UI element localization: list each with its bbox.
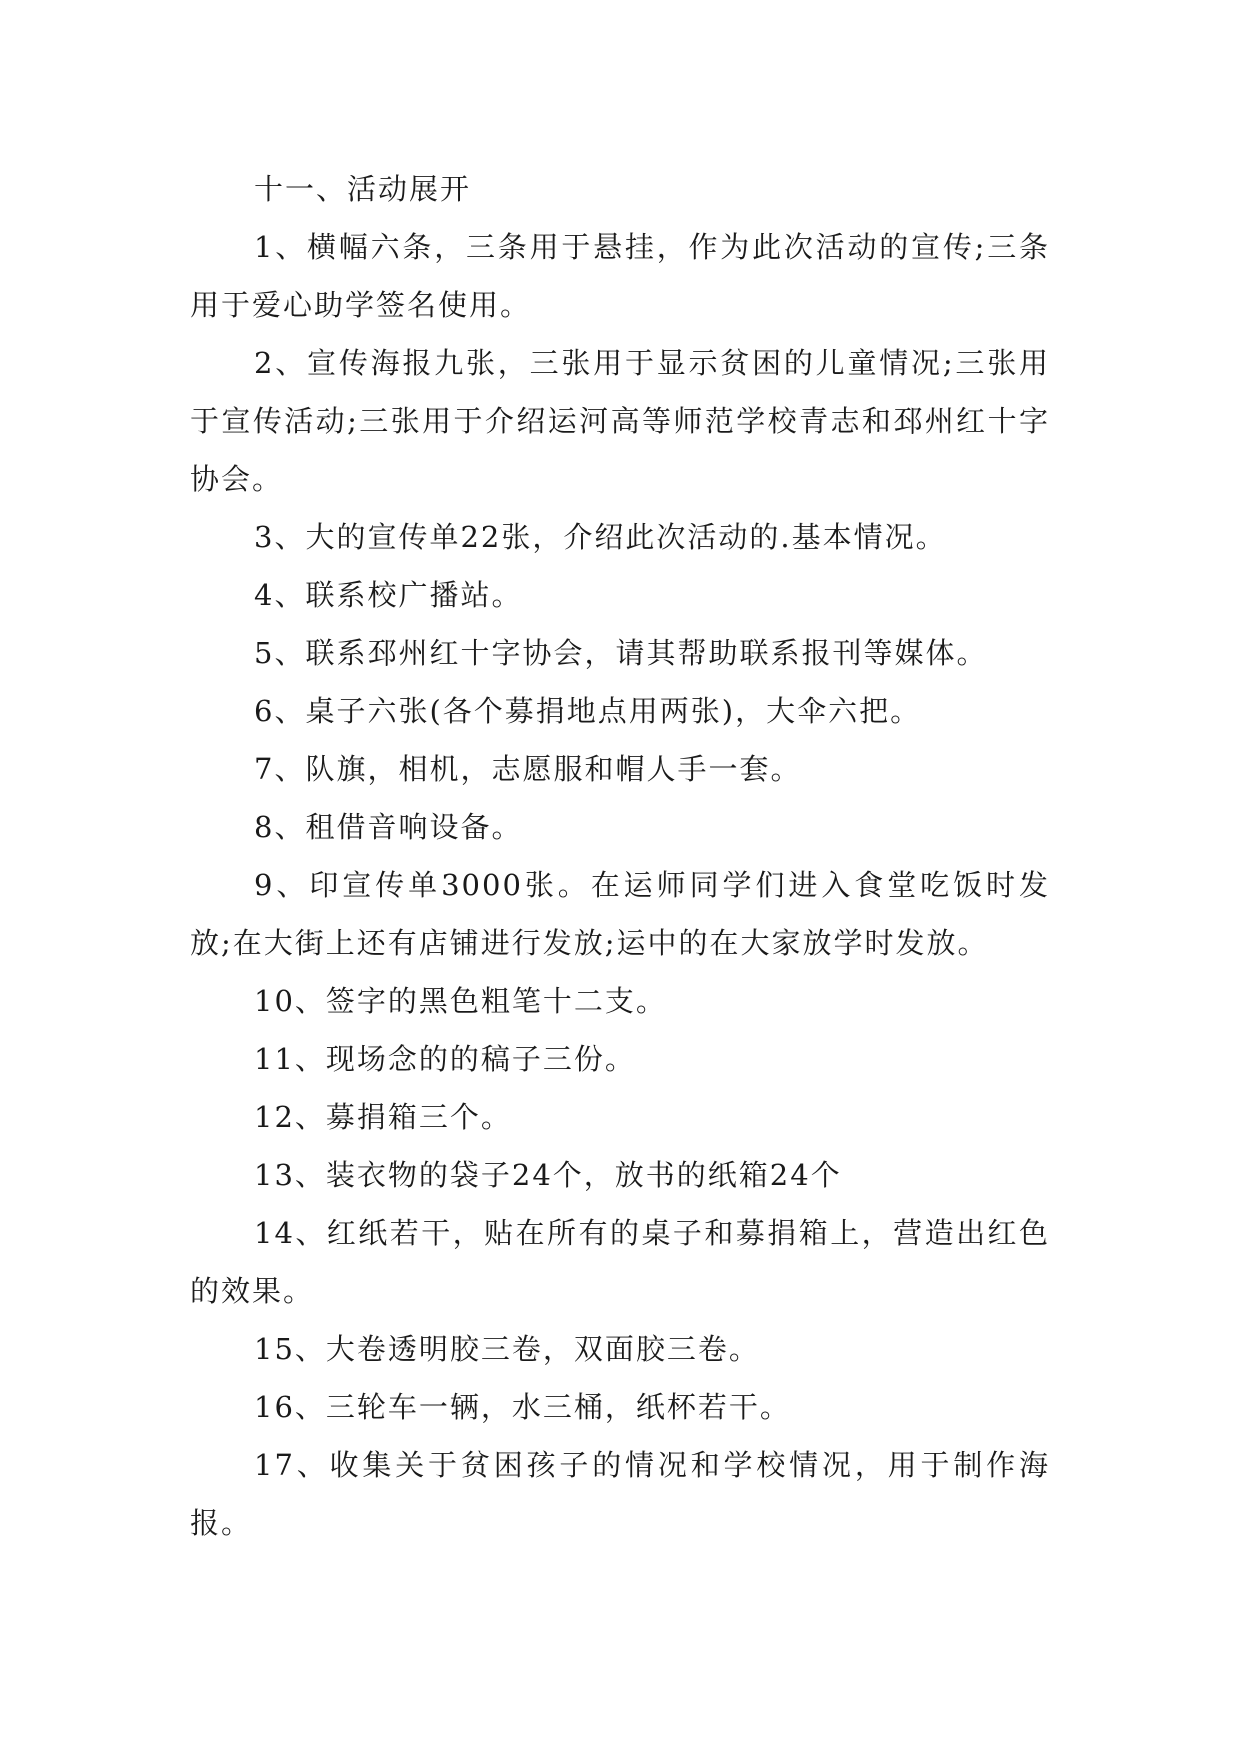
list-item: 4、联系校广播站。 [254, 578, 523, 612]
section-heading: 十一、活动展开 [254, 172, 472, 206]
document-body [190, 160, 1050, 1552]
list-item: 8、租借音响设备。 [254, 810, 523, 844]
list-item: 9、印宣传单3000张。在运师同学们进入食堂吃饭时发放;在大街上还有店铺进行发放;运中的在大家放学时发放。 [190, 868, 1050, 960]
list-item: 12、募捐箱三个。 [254, 1100, 512, 1134]
list-item: 1、横幅六条，三条用于悬挂，作为此次活动的宣传;三条用于爱心助学签名使用。 [190, 230, 1050, 322]
list-item: 15、大卷透明胶三卷，双面胶三卷。 [254, 1332, 760, 1366]
list-item: 16、三轮车一辆，水三桶，纸杯若干。 [254, 1390, 791, 1424]
list-item: 17、收集关于贫困孩子的情况和学校情况，用于制作海报。 [190, 1448, 1050, 1540]
list-item: 10、签字的黑色粗笔十二支。 [254, 984, 667, 1018]
list-item: 14、红纸若干，贴在所有的桌子和募捐箱上，营造出红色的效果。 [190, 1216, 1050, 1308]
list-item: 2、宣传海报九张，三张用于显示贫困的儿童情况;三张用于宣传活动;三张用于介绍运河高等师范学校青志和邳州红十字协会。 [190, 346, 1050, 496]
list-item: 3、大的宣传单22张，介绍此次活动的.基本情况。 [254, 520, 947, 554]
list-item: 5、联系邳州红十字协会，请其帮助联系报刊等媒体。 [254, 636, 988, 670]
list-item: 7、队旗，相机，志愿服和帽人手一套。 [254, 752, 802, 786]
list-item: 13、装衣物的袋子24个，放书的纸箱24个 [254, 1158, 842, 1192]
list-item: 11、现场念的的稿子三份。 [254, 1042, 636, 1076]
list-item: 6、桌子六张(各个募捐地点用两张)，大伞六把。 [254, 694, 922, 728]
